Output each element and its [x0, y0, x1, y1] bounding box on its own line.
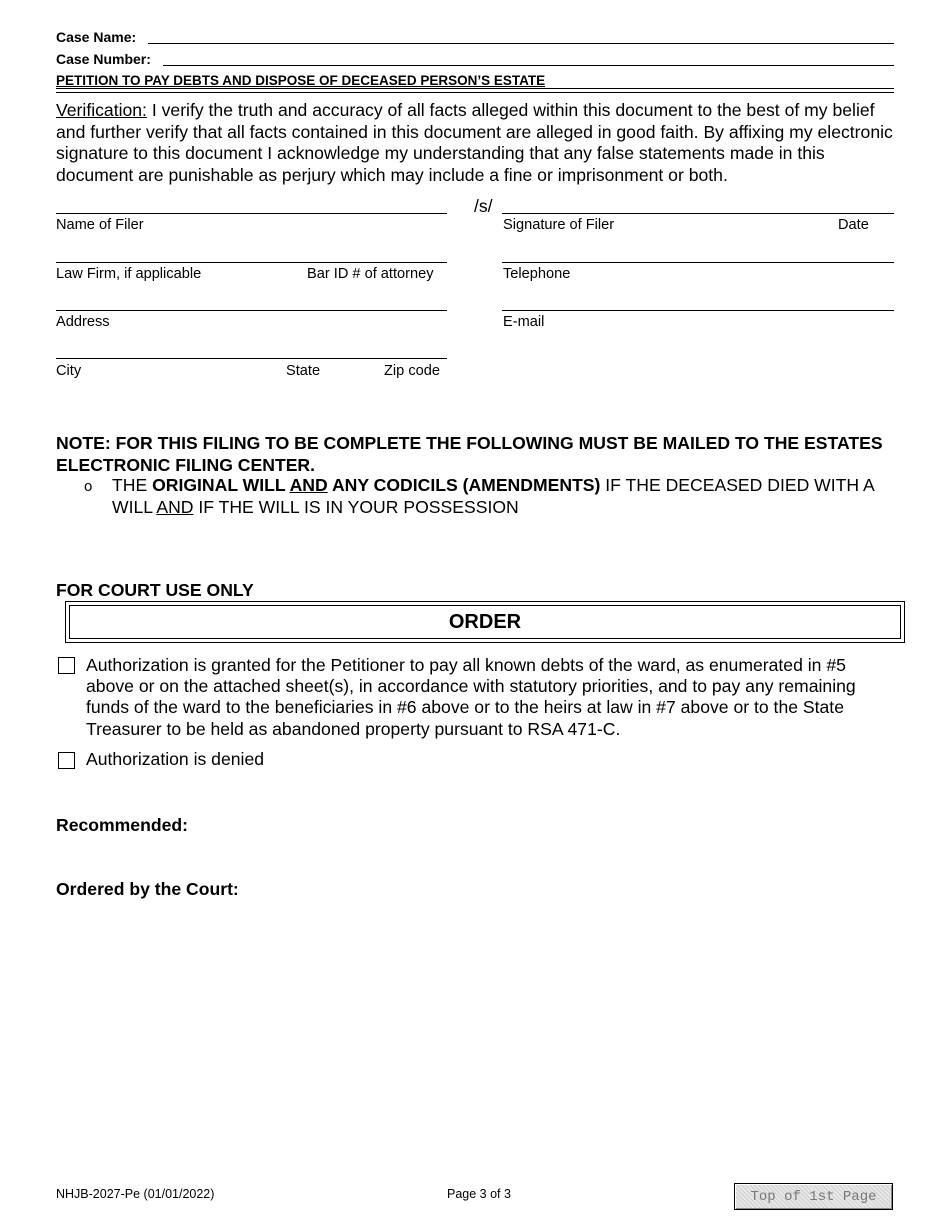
- name-of-filer-field[interactable]: [56, 213, 447, 214]
- note-item-part: THE: [112, 475, 153, 495]
- signature-of-filer-label: Signature of Filer: [503, 217, 615, 233]
- form-id: NHJB-2027-Pe (01/01/2022): [56, 1187, 215, 1201]
- email-label: E-mail: [503, 314, 545, 330]
- order-box: [65, 601, 905, 643]
- case-name-label: Case Name:: [56, 29, 137, 45]
- note-item-part: IF THE DECEASED DIED WITH A WILL: [112, 475, 874, 517]
- city-state-zip-field[interactable]: [56, 358, 447, 359]
- note-item-underline: AND: [156, 496, 194, 517]
- case-name-field[interactable]: [148, 43, 894, 44]
- denied-option-text: Authorization is denied: [86, 749, 265, 769]
- verification-label: Verification:: [56, 100, 147, 120]
- telephone-label: Telephone: [503, 266, 571, 282]
- ordered-by-court-label: Ordered by the Court:: [56, 879, 239, 899]
- bullet-circle-icon: o: [84, 478, 93, 495]
- granted-checkbox[interactable]: [58, 657, 75, 674]
- address-label: Address: [56, 314, 110, 330]
- verification-text: I verify the truth and accuracy of all facts alleged within this document to the best of my belief and further verify that all facts contained in this document are alleged in good faith. By affixing my electronic signature to this document I acknowledge my understanding that any false statements made in this document are punishable as perjury which may include a fine or imprisonment or both.: [56, 100, 893, 185]
- name-of-filer-label: Name of Filer: [56, 217, 144, 233]
- granted-option-text: Authorization is granted for the Petitioner to pay all known debts of the ward, as enumerated in #5 above or on the attached sheet(s), in accordance with statutory priorities, and to pay any remaining funds of the ward to the beneficiaries in #6 above or to the heirs at law in #7 above or to the State Treasurer to be held as abandoned property pursuant to RSA 471-C.: [86, 655, 856, 739]
- signature-prefix: /s/: [474, 196, 493, 216]
- recommended-label: Recommended:: [56, 815, 188, 835]
- note-item-text: [112, 475, 892, 518]
- date-label: Date: [838, 217, 869, 233]
- zip-label: Zip code: [384, 363, 440, 379]
- state-label: State: [286, 363, 321, 379]
- signature-field[interactable]: [502, 213, 894, 214]
- note-item-bold: ANY CODICILS (AMENDMENTS): [327, 475, 601, 495]
- verification-paragraph: [56, 100, 896, 186]
- title-divider: [56, 88, 894, 93]
- note-item-part: IF THE WILL IS IN YOUR POSSESSION: [193, 496, 519, 517]
- case-number-field[interactable]: [163, 65, 894, 66]
- page-number: Page 3 of 3: [447, 1187, 511, 1201]
- address-field[interactable]: [56, 310, 447, 311]
- law-firm-label: Law Firm, if applicable: [56, 266, 202, 282]
- email-field[interactable]: [502, 310, 894, 311]
- law-firm-field[interactable]: [56, 262, 447, 263]
- page-title: PETITION TO PAY DEBTS AND DISPOSE OF DECEASED PERSON’S ESTATE: [56, 73, 546, 88]
- note-item-bold-underline: AND: [289, 475, 328, 495]
- case-number-label: Case Number:: [56, 51, 151, 67]
- denied-checkbox[interactable]: [58, 752, 75, 769]
- top-of-first-page-button[interactable]: Top of 1st Page: [734, 1183, 893, 1210]
- bar-id-label: Bar ID # of attorney: [307, 266, 434, 282]
- note-item-bold: ORIGINAL WILL: [152, 475, 290, 495]
- city-label: City: [56, 363, 82, 379]
- telephone-field[interactable]: [502, 262, 894, 263]
- filing-note: NOTE: FOR THIS FILING TO BE COMPLETE THE FOLLOWING MUST BE MAILED TO THE ESTATES ELECTRONIC FILING CENTER.: [56, 433, 883, 475]
- court-use-label: FOR COURT USE ONLY: [56, 580, 254, 600]
- order-title: ORDER: [69, 605, 901, 639]
